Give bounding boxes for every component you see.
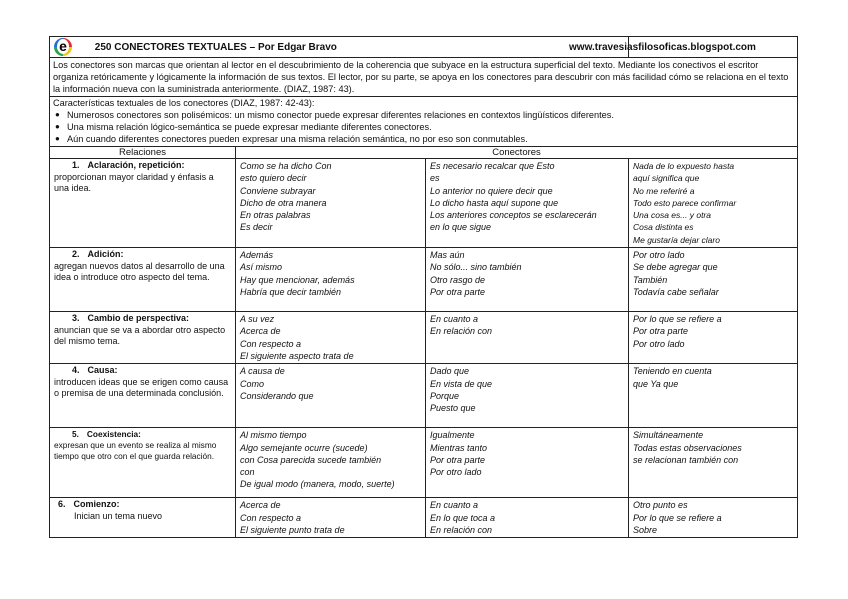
intro-paragraph: Los conectores son marcas que orientan al lector en el descubrimiento de la coherencia que subyace en la estructura superficial del texto. Mediante los conectivos el escritor organiza retóricamente y lógicamente la información de sus textos. El lector, por su parte, se apoya en los conectores para descubrir con más facilidad cómo se relaciona en el texto la información nueva con la suministrada anteriormente. (DIAZ, 1987: 43). bbox=[50, 58, 798, 97]
connector-item: Por otro lado bbox=[633, 250, 685, 261]
table-row bbox=[50, 248, 798, 312]
connector-item: Una cosa es... y otra bbox=[633, 210, 711, 221]
connector-item: Me gustaría dejar claro bbox=[633, 234, 720, 245]
relation-number: 6. bbox=[58, 499, 66, 510]
relation-title bbox=[54, 313, 231, 325]
connectors-table bbox=[49, 36, 798, 538]
characteristic-item: ● Aún cuando diferentes conectores pueden expresar una misma relación semántica, no por eso son conmutables. bbox=[67, 133, 794, 145]
connector-item: Al mismo tiempo bbox=[240, 430, 307, 441]
connector-item: Habría que decir también bbox=[240, 286, 342, 297]
connector-item: Igualmente bbox=[430, 430, 475, 441]
relation-number: 4. bbox=[72, 365, 80, 376]
connector-item: es bbox=[430, 173, 440, 184]
connector-item: Así mismo bbox=[240, 262, 283, 273]
connector-item: Cosa distinta es bbox=[633, 222, 694, 233]
relation-label: Adición: bbox=[87, 249, 124, 260]
table-row bbox=[50, 428, 798, 498]
connector-item: Los anteriores conceptos se esclarecerán bbox=[430, 210, 597, 221]
blog-url: www.travesiasfilosoficas.blogspot.com bbox=[569, 41, 756, 53]
connector-item: Lo anterior no quiere decir que bbox=[430, 185, 553, 196]
connector-item: Es necesario recalcar que Esto bbox=[430, 161, 555, 171]
relation-description: anuncian que se va a abordar otro aspecto del mismo tema. bbox=[54, 324, 226, 347]
connector-cell bbox=[426, 428, 629, 498]
relation-description: Inician un tema nuevo bbox=[74, 510, 163, 521]
connector-item: Otro punto es bbox=[633, 500, 688, 511]
connector-item: Otro rasgo de bbox=[430, 274, 486, 285]
connector-item: Puesto que bbox=[430, 403, 476, 414]
connector-cell bbox=[426, 248, 629, 312]
connector-rows bbox=[50, 159, 798, 538]
connector-item: Dicho de otra manera bbox=[240, 197, 327, 208]
connector-item: En relación con bbox=[430, 524, 493, 535]
relation-number: 1. bbox=[72, 160, 80, 170]
connector-item: Simultáneamente bbox=[633, 430, 704, 441]
column-header-relaciones: Relaciones bbox=[50, 147, 236, 159]
characteristic-item: ● Una misma relación lógico-semántica se puede expresar mediante diferentes conectores. bbox=[67, 121, 794, 133]
relation-number: 5. bbox=[72, 429, 79, 440]
connector-cell bbox=[629, 498, 798, 538]
column-header-conectores: Conectores bbox=[236, 147, 798, 159]
characteristics-list bbox=[53, 109, 794, 145]
connector-item: Se debe agregar que bbox=[633, 262, 718, 273]
relation-description: proporcionan mayor claridad y énfasis a una idea. bbox=[54, 171, 214, 193]
relation-title bbox=[54, 249, 231, 261]
relation-label: Comienzo: bbox=[73, 499, 120, 510]
connector-cell bbox=[426, 498, 629, 538]
connector-cell bbox=[236, 159, 426, 248]
connector-item: Además bbox=[240, 250, 274, 261]
connector-item: Acerca de bbox=[240, 326, 281, 337]
relation-number: 3. bbox=[72, 313, 80, 324]
connector-item: No me referiré a bbox=[633, 185, 695, 196]
connector-item: con Cosa parecida sucede también bbox=[240, 454, 382, 465]
connector-cell bbox=[426, 364, 629, 428]
relation-number: 2. bbox=[72, 249, 80, 260]
document-page bbox=[49, 36, 797, 538]
table-row bbox=[50, 159, 798, 248]
connector-item: Por otro lado bbox=[633, 338, 685, 349]
connector-item: Mientras tanto bbox=[430, 442, 488, 453]
connector-item: Conviene subrayar bbox=[240, 185, 316, 196]
connector-item: El siguiente aspecto trata de bbox=[240, 350, 354, 361]
connector-item: Con respecto a bbox=[240, 512, 302, 523]
connector-item: De igual modo (manera, modo, suerte) bbox=[240, 479, 395, 490]
table-row bbox=[50, 312, 798, 364]
relation-cell bbox=[50, 159, 236, 248]
connector-item: En cuanto a bbox=[430, 500, 479, 511]
connector-cell bbox=[426, 159, 629, 248]
connector-cell bbox=[236, 364, 426, 428]
characteristics-section bbox=[50, 97, 798, 147]
connector-item: En relación con bbox=[430, 326, 493, 337]
relation-label: Causa: bbox=[87, 365, 118, 376]
characteristic-item: ● Numerosos conectores son polisémicos: un mismo conector puede expresar diferentes relaciones en contextos lingüísticos diferentes. bbox=[67, 109, 794, 121]
document-title: 250 CONECTORES TEXTUALES – Por Edgar Bravo bbox=[94, 41, 337, 53]
connector-item: Todo esto parece confirmar bbox=[633, 197, 737, 208]
connector-cell bbox=[629, 248, 798, 312]
connector-item: A su vez bbox=[240, 314, 275, 325]
relation-cell bbox=[50, 312, 236, 364]
connector-cell bbox=[629, 312, 798, 364]
connector-item: en lo que sigue bbox=[430, 222, 492, 233]
relation-cell bbox=[50, 364, 236, 428]
connector-item: Por otra parte bbox=[633, 326, 689, 337]
relation-label: Coexistencia: bbox=[86, 429, 141, 440]
connector-cell bbox=[236, 312, 426, 364]
connector-cell bbox=[236, 498, 426, 538]
connector-item: esto quiero decir bbox=[240, 173, 307, 184]
connector-item: Nada de lo expuesto hasta bbox=[633, 161, 735, 171]
characteristics-title: Características textuales de los conectores (DIAZ, 1987: 42-43): bbox=[53, 98, 315, 108]
connector-cell bbox=[629, 364, 798, 428]
connector-item: Porque bbox=[430, 390, 460, 401]
connector-item: Sobre bbox=[633, 524, 658, 535]
connector-item: Todas estas observaciones bbox=[633, 442, 742, 453]
connector-item: En cuanto a bbox=[430, 314, 479, 325]
connector-item: Por otro lado bbox=[430, 467, 482, 478]
connector-item: No sólo... sino también bbox=[430, 262, 522, 273]
connector-item: Con respecto a bbox=[240, 338, 302, 349]
relation-cell bbox=[50, 248, 236, 312]
connector-item: Como bbox=[240, 378, 265, 389]
table-row bbox=[50, 364, 798, 428]
connector-item: se relacionan también con bbox=[633, 454, 739, 465]
connector-item: Es decir bbox=[240, 222, 273, 233]
connector-cell bbox=[629, 428, 798, 498]
header-row bbox=[50, 37, 798, 58]
connector-item: En vista de que bbox=[430, 378, 493, 389]
connector-item: Por lo que se refiere a bbox=[633, 314, 722, 325]
connector-item: Como se ha dicho Con bbox=[240, 161, 332, 171]
connector-item: A causa de bbox=[240, 366, 285, 377]
connector-item: También bbox=[633, 274, 668, 285]
connector-item: Lo dicho hasta aquí supone que bbox=[430, 197, 559, 208]
column-header-row bbox=[50, 147, 798, 159]
connector-item: aquí significa que bbox=[633, 173, 700, 184]
connector-item: Por lo que se refiere a bbox=[633, 512, 722, 523]
relation-title bbox=[54, 499, 231, 511]
relation-title bbox=[54, 160, 231, 172]
relation-title bbox=[54, 429, 231, 440]
relation-description: expresan que un evento se realiza al mismo tiempo que otro con el que guarda relación. bbox=[54, 440, 217, 462]
connector-item: Mas aún bbox=[430, 250, 465, 261]
relation-title bbox=[54, 365, 231, 377]
relation-label: Cambio de perspectiva: bbox=[87, 313, 190, 324]
relation-cell bbox=[50, 498, 236, 538]
relation-description: introducen ideas que se erigen como causa o premisa de una determinada conclusión. bbox=[54, 376, 229, 399]
connector-item: El siguiente punto trata de bbox=[240, 524, 345, 535]
connector-item: que Ya que bbox=[633, 378, 679, 389]
logo-icon: e bbox=[54, 38, 72, 56]
connector-item: Por otra parte bbox=[430, 454, 486, 465]
connector-cell bbox=[629, 159, 798, 248]
connector-item: Hay que mencionar, además bbox=[240, 274, 355, 285]
connector-cell bbox=[236, 428, 426, 498]
connector-item: En otras palabras bbox=[240, 210, 311, 221]
connector-item: En lo que toca a bbox=[430, 512, 496, 523]
connector-item: Teniendo en cuenta bbox=[633, 366, 712, 377]
table-row bbox=[50, 498, 798, 538]
connector-item: Algo semejante ocurre (sucede) bbox=[240, 442, 368, 453]
header-url-cell bbox=[569, 37, 798, 58]
connector-item: Acerca de bbox=[240, 500, 281, 511]
relation-cell bbox=[50, 428, 236, 498]
connector-cell bbox=[426, 312, 629, 364]
connector-item: Dado que bbox=[430, 366, 470, 377]
connector-item: Considerando que bbox=[240, 390, 314, 401]
connector-cell bbox=[236, 248, 426, 312]
header-title-cell bbox=[50, 37, 629, 58]
connector-item: con bbox=[240, 467, 255, 478]
relation-description: agregan nuevos datos al desarrollo de una idea o introduce otro aspecto del tema. bbox=[54, 260, 225, 283]
connector-item: Todavía cabe señalar bbox=[633, 286, 719, 297]
connector-item: Por otra parte bbox=[430, 286, 486, 297]
relation-label: Aclaración, repetición: bbox=[87, 160, 185, 170]
